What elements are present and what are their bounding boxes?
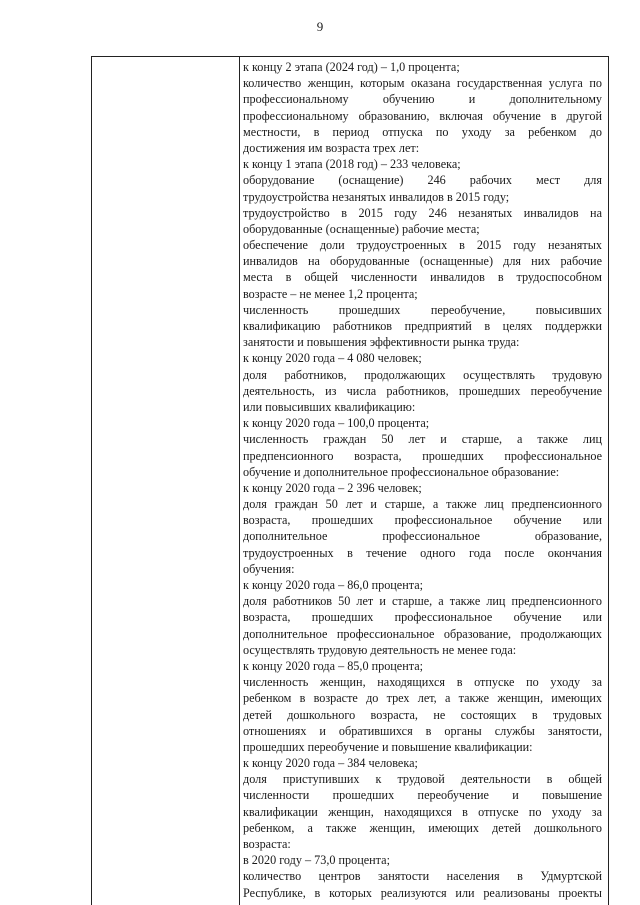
text-line: к концу 2020 года – 100,0 процента; <box>243 416 430 431</box>
text-line: численность женщин, находящихся в отпуске по уходу за <box>243 675 602 690</box>
text-line: к концу 2020 года – 86,0 процента; <box>243 578 424 592</box>
text-line: численность граждан 50 лет и старше, а также лиц <box>243 432 602 447</box>
text-line: численность прошедших переобучение, повысивших <box>243 302 602 317</box>
text-line: отношениях и обратившихся в органы службы занятости, <box>243 723 602 738</box>
text-line: местности, в период отпуска по уходу за ребенком до <box>243 124 602 139</box>
table-right-column <box>241 57 608 905</box>
text-line: профессиональному обучению и дополнительному <box>243 92 602 107</box>
text-line: доля граждан 50 лет и старше, а также лиц предпенсионного <box>243 497 602 512</box>
text-line: предпенсионного возраста, прошедших профессиональное <box>243 448 602 463</box>
text-line: квалификацию работников предприятий в целях поддержки <box>243 319 602 333</box>
text-line: к концу 2020 года – 384 человека; <box>243 756 418 771</box>
text-line: ребенком в возрасте до трех лет, а также женщин, имеющих <box>243 691 602 706</box>
text-line: профессиональному образованию, включая обучение в другой <box>243 108 602 123</box>
text-line: обучение и дополнительное профессиональное образование: <box>243 464 560 479</box>
document-table <box>91 56 609 905</box>
text-line: ребенком, а также женщин, имеющих детей дошкольного <box>243 820 602 835</box>
text-line: в 2020 году – 73,0 процента; <box>243 853 390 868</box>
text-line: дополнительное профессиональное образование, <box>243 529 602 544</box>
text-line: к концу 2020 года – 2 396 человек; <box>243 480 422 495</box>
text-line: к концу 1 этапа (2018 год) – 233 человека; <box>243 157 461 172</box>
text-line: возраста, прошедших профессиональное обучение или <box>243 610 602 625</box>
text-line: осуществлять трудовую деятельность не менее года: <box>243 642 517 657</box>
text-line: трудоустройство в 2015 году 246 незанятых инвалидов на <box>243 205 602 220</box>
text-line: деятельность, из числа работников, прошедших переобучение <box>243 383 602 398</box>
text-line: доля работников 50 лет и старше, а также лиц предпенсионного <box>243 594 602 609</box>
text-line: возраста: <box>243 837 291 851</box>
text-line: количество женщин, которым оказана государственная услуга по <box>243 76 602 91</box>
text-line: дополнительное профессиональное образование, продолжающих <box>243 626 602 641</box>
text-line: доля работников, продолжающих осуществлять трудовую <box>243 367 602 382</box>
text-line: квалификации женщин, находящихся в отпуске по уходу за <box>243 804 602 819</box>
text-line: доля приступивших к трудовой деятельности в общей <box>243 772 602 787</box>
text-line: обеспечение доли трудоустроенных в 2015 году незанятых <box>243 238 602 253</box>
text-line: обучения: <box>243 561 295 576</box>
text-line: достижения им возраста трех лет: <box>243 140 420 155</box>
text-line: детей дошкольного возраста, не состоящих в трудовых <box>243 707 602 722</box>
text-line: количество центров занятости населения в Удмуртской <box>243 869 602 884</box>
text-line: прошедших переобучение и повышение квалификации: <box>243 739 533 754</box>
text-line: к концу 2 этапа (2024 год) – 1,0 процента; <box>243 60 460 74</box>
text-line: возрасте – не менее 1,2 процента; <box>243 286 418 301</box>
text-line: трудоустройства незанятых инвалидов в 2015 году; <box>243 189 510 204</box>
text-line: трудоустроенных в течение одного года после окончания <box>243 545 602 560</box>
text-line: к концу 2020 года – 4 080 человек; <box>243 351 422 366</box>
text-line: инвалидов на оборудованные (оснащенные) для них рабочие <box>243 254 602 269</box>
text-line: оборудование (оснащение) 246 рабочих мест для <box>243 173 602 188</box>
text-line: или повысивших квалификацию: <box>243 399 416 414</box>
text-line: возраста, прошедших профессиональное обучение или <box>243 513 602 528</box>
text-line: оборудованные (оснащенные) рабочие места; <box>243 221 480 236</box>
text-line: занятости и повышения эффективности рынка труда: <box>243 335 520 350</box>
page-number: 9 <box>316 19 324 34</box>
text-line: к концу 2020 года – 85,0 процента; <box>243 658 424 673</box>
table-left-column <box>92 57 240 905</box>
text-line: численности прошедших переобучение и повышение <box>243 788 602 803</box>
text-line: места в общей численности инвалидов в трудоспособном <box>243 270 602 285</box>
text-line: Республике, в которых реализуются или реализованы проекты <box>243 885 602 900</box>
